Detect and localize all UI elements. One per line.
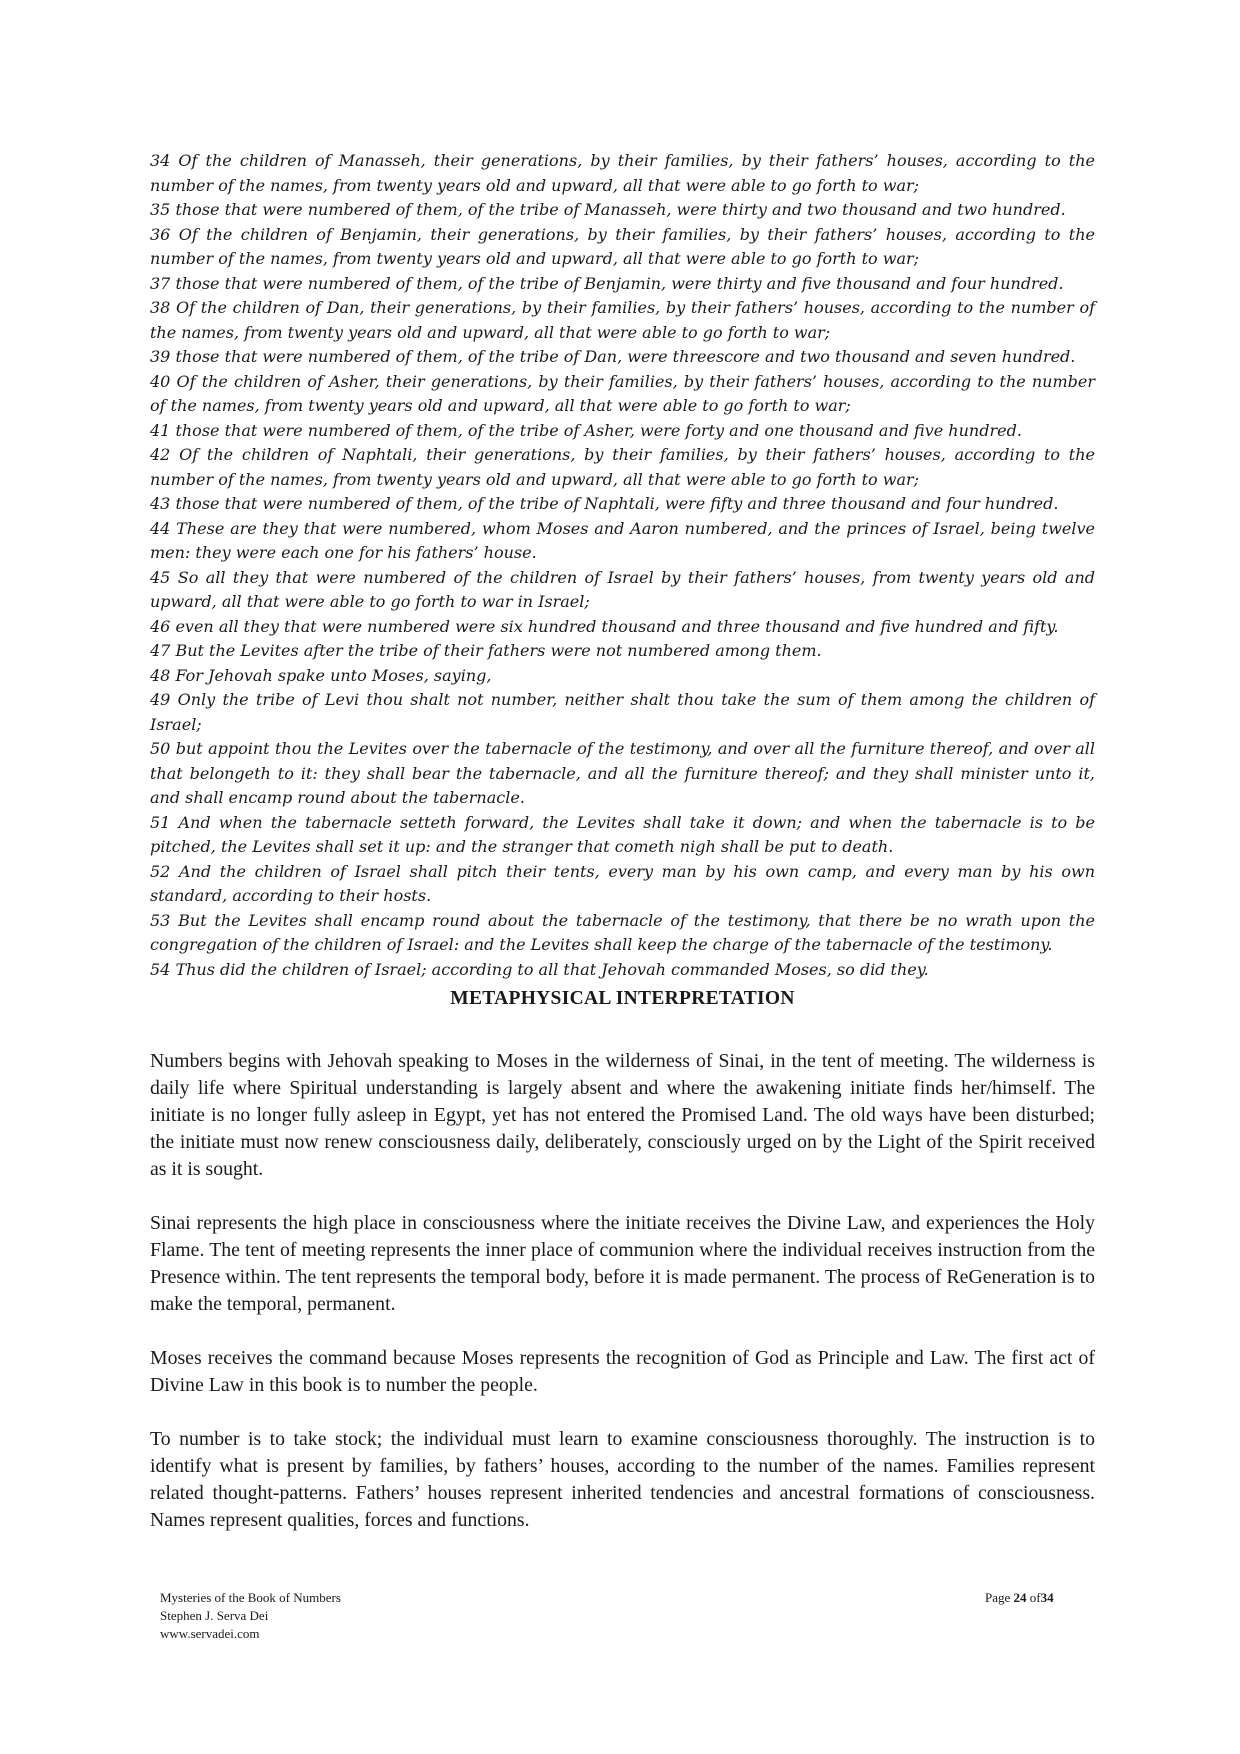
verse-37: 37 those that were numbered of them, of the tribe of Benjamin, were thirty and five thousand and four hundred. bbox=[150, 273, 1064, 293]
footer-author: Stephen J. Serva Dei bbox=[160, 1608, 269, 1623]
page-of-label: of bbox=[1029, 1590, 1041, 1605]
paragraph-sinai: Sinai represents the high place in consciousness where the initiate receives the Divine Law, and experiences the Holy Flame. The tent of meeting represents the inner place of communion where the individual receives instruction from the Presence within. The tent represents the temporal body, before it is made permanent. The process of ReGeneration is to make the temporal, permanent. bbox=[150, 1212, 1095, 1315]
verse-38: 38 Of the children of Dan, their generations, by their families, by their fathers’ houses, according to the number of the names, from twenty years old and upward, all that were able to go forth to war; bbox=[150, 298, 1095, 342]
verse-41: 41 those that were numbered of them, of the tribe of Asher, were forty and one thousand and five hundred. bbox=[150, 420, 1022, 440]
verse-50: 50 but appoint thou the Levites over the tabernacle of the testimony, and over all the furniture thereof, and over all that belongeth to it: they shall bear the tabernacle, and all the furniture thereof; and they shall minister unto it, and shall encamp round about the tabernacle. bbox=[150, 739, 1095, 807]
scripture-verses bbox=[150, 149, 1095, 982]
verse-48: 48 For Jehovah spake unto Moses, saying, bbox=[150, 665, 492, 685]
verse-49: 49 Only the tribe of Levi thou shalt not number, neither shalt thou take the sum of them among the children of Israel; bbox=[150, 690, 1095, 734]
verse-51: 51 And when the tabernacle setteth forward, the Levites shall take it down; and when the tabernacle is to be pitched, the Levites shall set it up: and the stranger that cometh nigh shall be put to death. bbox=[150, 812, 1095, 856]
paragraph-wilderness: Numbers begins with Jehovah speaking to Moses in the wilderness of Sinai, in the tent of meeting. The wilderness is daily life where Spiritual understanding is largely absent and where the awakening initiate finds her/himself. The initiate is no longer fully asleep in Egypt, yet has not entered the Promised Land. The old ways have been disturbed; the initiate must now renew consciousness daily, deliberately, consciously urged on by the Light of the Spirit received as it is sought. bbox=[150, 1050, 1095, 1180]
verse-45: 45 So all they that were numbered of the children of Israel by their fathers’ houses, from twenty years old and upward, all that were able to go forth to war in Israel; bbox=[150, 567, 1095, 611]
verse-40: 40 Of the children of Asher, their generations, by their families, by their fathers’ houses, according to the number of the names, from twenty years old and upward, all that were able to go forth to war; bbox=[150, 371, 1095, 415]
section-heading: METAPHYSICAL INTERPRETATION bbox=[450, 988, 795, 1009]
footer-website: www.servadei.com bbox=[160, 1626, 260, 1641]
verse-52: 52 And the children of Israel shall pitch their tents, every man by his own camp, and every man by his own standard, according to their hosts. bbox=[150, 861, 1095, 905]
page-label: Page bbox=[985, 1590, 1011, 1605]
interpretation-body bbox=[150, 1048, 1095, 1561]
paragraph-number: To number is to take stock; the individual must learn to examine consciousness thoroughly. The instruction is to identify what is present by families, by fathers’ houses, according to the number of the names. Families represent related thought-patterns. Fathers’ houses represent inherited tendencies and ancestral formations of consciousness. Names represent qualities, forces and functions. bbox=[150, 1428, 1095, 1531]
total-pages: 34 bbox=[1040, 1590, 1054, 1605]
current-page: 24 bbox=[1013, 1590, 1027, 1605]
paragraph-moses: Moses receives the command because Moses represents the recognition of God as Principle and Law. The first act of Divine Law in this book is to number the people. bbox=[150, 1347, 1095, 1396]
verse-43: 43 those that were numbered of them, of the tribe of Naphtali, were fifty and three thousand and four hundred. bbox=[150, 494, 1059, 513]
verse-42: 42 Of the children of Naphtali, their generations, by their families, by their fathers’ houses, according to the number of the names, from twenty years old and upward, all that were able to go forth to war; bbox=[150, 445, 1095, 489]
footer-book-title: Mysteries of the Book of Numbers bbox=[160, 1590, 341, 1605]
verse-53: 53 But the Levites shall encamp round about the tabernacle of the testimony, that there be no wrath upon the congregation of the children of Israel: and the Levites shall keep the charge of the tabernacle of the testimony. bbox=[150, 910, 1095, 954]
verse-35: 35 those that were numbered of them, of the tribe of Manasseh, were thirty and two thousand and two hundred. bbox=[150, 200, 1066, 219]
verse-44: 44 These are they that were numbered, whom Moses and Aaron numbered, and the princes of Israel, being twelve men: they were each one for his fathers’ house. bbox=[150, 518, 1095, 562]
verse-54: 54 Thus did the children of Israel; according to all that Jehovah commanded Moses, so did they. bbox=[150, 959, 929, 979]
page-number bbox=[985, 1589, 1054, 1607]
verse-36: 36 Of the children of Benjamin, their generations, by their families, by their fathers’ houses, according to the number of the names, from twenty years old and upward, all that were able to go forth to war; bbox=[150, 224, 1095, 268]
verse-34: 34 Of the children of Manasseh, their generations, by their families, by their fathers’ houses, according to the number of the names, from twenty years old and upward, all that were able to go forth to war; bbox=[150, 151, 1095, 195]
verse-47: 47 But the Levites after the tribe of their fathers were not numbered among them. bbox=[150, 641, 822, 660]
verse-39: 39 those that were numbered of them, of the tribe of Dan, were threescore and two thousand and seven hundred. bbox=[150, 347, 1076, 366]
verse-46: 46 even all they that were numbered were six hundred thousand and three thousand and five hundred and fifty. bbox=[150, 616, 1059, 636]
footer-credits bbox=[160, 1589, 341, 1643]
